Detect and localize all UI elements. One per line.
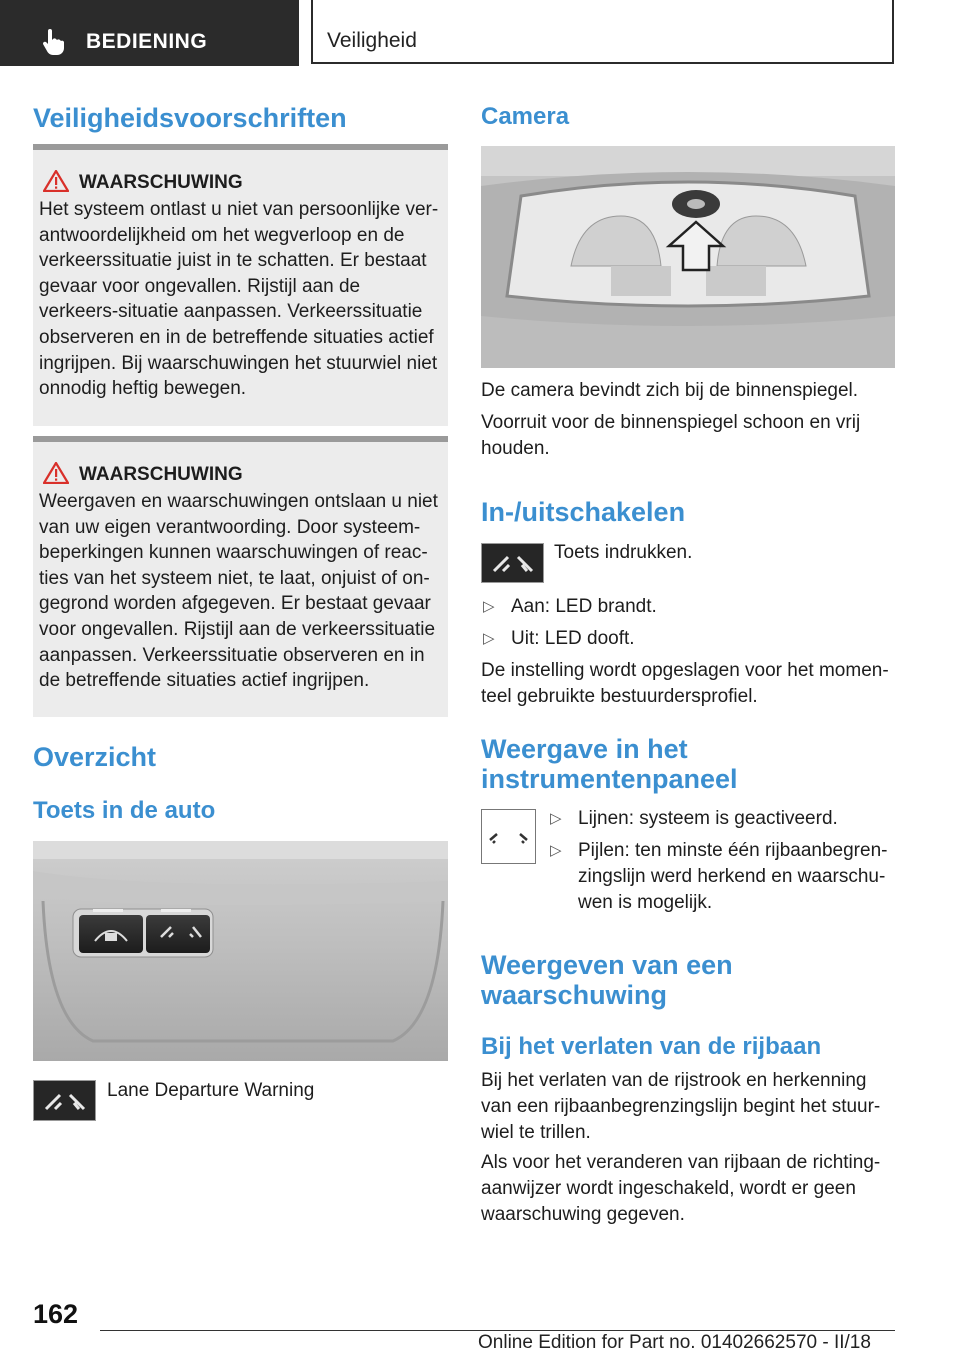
page-number: 162: [33, 1299, 79, 1329]
heading-leaving-lane: Bij het verlaten van de rijbaan: [481, 1033, 822, 1060]
lane-departure-button-icon: [33, 1080, 96, 1121]
heading-safety: Veiligheidsvoorschriften: [33, 103, 347, 133]
triangle-bullet-icon: ▷: [483, 598, 495, 615]
chapter-title: Veiligheid: [327, 29, 417, 52]
heading-overview: Overzicht: [33, 742, 157, 772]
lane-departure-label: Lane Departure Warning: [107, 1080, 315, 1101]
warning-text: Het systeem ontlast u niet van persoonlijke ver-antwoordelijkheid om het wegverloop en de verkeerssituatie juist in te schatten. Er bestaat gevaar voor ongevallen. Rijstijl aan de verkeers-situatie aanpassen. Verkeerssituatie observeren en in de betreffende situaties actief ingrijpen. Bij waarschuwingen het stuurwiel niet onnodig heftig bewegen.: [39, 199, 439, 400]
camera-location-text: De camera bevindt zich bij de binnenspiegel.: [481, 380, 859, 401]
hand-pointer-icon: [40, 28, 66, 61]
heading-display: Weergave in het instrumentenpaneel: [481, 734, 738, 794]
lane-lines-display-icon: [481, 809, 536, 864]
warning-title: WAARSCHUWING: [79, 172, 243, 193]
lane-departure-button-icon: [481, 543, 544, 583]
section-title: BEDIENING: [86, 30, 208, 53]
footer-divider: [100, 1330, 895, 1331]
heading-warning-display: Weergeven van een waarschuwing: [481, 950, 733, 1010]
photo-camera-windshield: [481, 146, 895, 368]
turn-signal-text: Als voor het veranderen van rijbaan de richting-aanwijzer wordt ingeschakeld, wordt er geen waarschuwing gegeven.: [481, 1152, 881, 1225]
heading-on-off: In-/uitschakelen: [481, 497, 686, 527]
header-chapter-box: [311, 0, 894, 64]
warning-triangle-icon: [43, 170, 69, 197]
heading-camera: Camera: [481, 103, 570, 130]
setting-saved-text: De instelling wordt opgeslagen voor het momen-teel gebruikte bestuurdersprofiel.: [481, 660, 889, 707]
warning-text: Weergaven en waarschuwingen ontslaan u niet van uw eigen verantwoording. Door systeem-beperkingen kunnen waarschuwingen of reac-ties van het systeem niet, te laat, onjuist of on-gegrond worden afgegeven. Er bestaat gevaar voor ongevallen. Rijstijl aan de verkeerssituatie aanpassen. Verkeerssituatie observeren en in de betreffende situaties actief ingrijpen.: [39, 491, 438, 692]
photo-car-buttons: [33, 841, 448, 1061]
press-button-text: Toets indrukken.: [554, 542, 693, 563]
camera-clean-text: Voorruit voor de binnenspiegel schoon en vrij houden.: [481, 412, 861, 459]
triangle-bullet-icon: ▷: [483, 630, 495, 647]
triangle-bullet-icon: ▷: [550, 810, 562, 827]
warning-triangle-icon: [43, 462, 69, 489]
warning-box-1: [33, 144, 448, 426]
warning-title: WAARSCHUWING: [79, 464, 243, 485]
footer-edition: Online Edition for Part no. 01402662570 - II/18: [478, 1332, 871, 1353]
leaving-lane-text: Bij het verlaten van de rijstrook en herkenning van een rijbaanbegrenzingslijn begint het stuur-wiel te trillen.: [481, 1070, 881, 1143]
warning-box-2: [33, 436, 448, 717]
triangle-bullet-icon: ▷: [550, 842, 562, 859]
header-section-tab: [0, 0, 299, 66]
heading-button-in-car: Toets in de auto: [33, 797, 216, 824]
